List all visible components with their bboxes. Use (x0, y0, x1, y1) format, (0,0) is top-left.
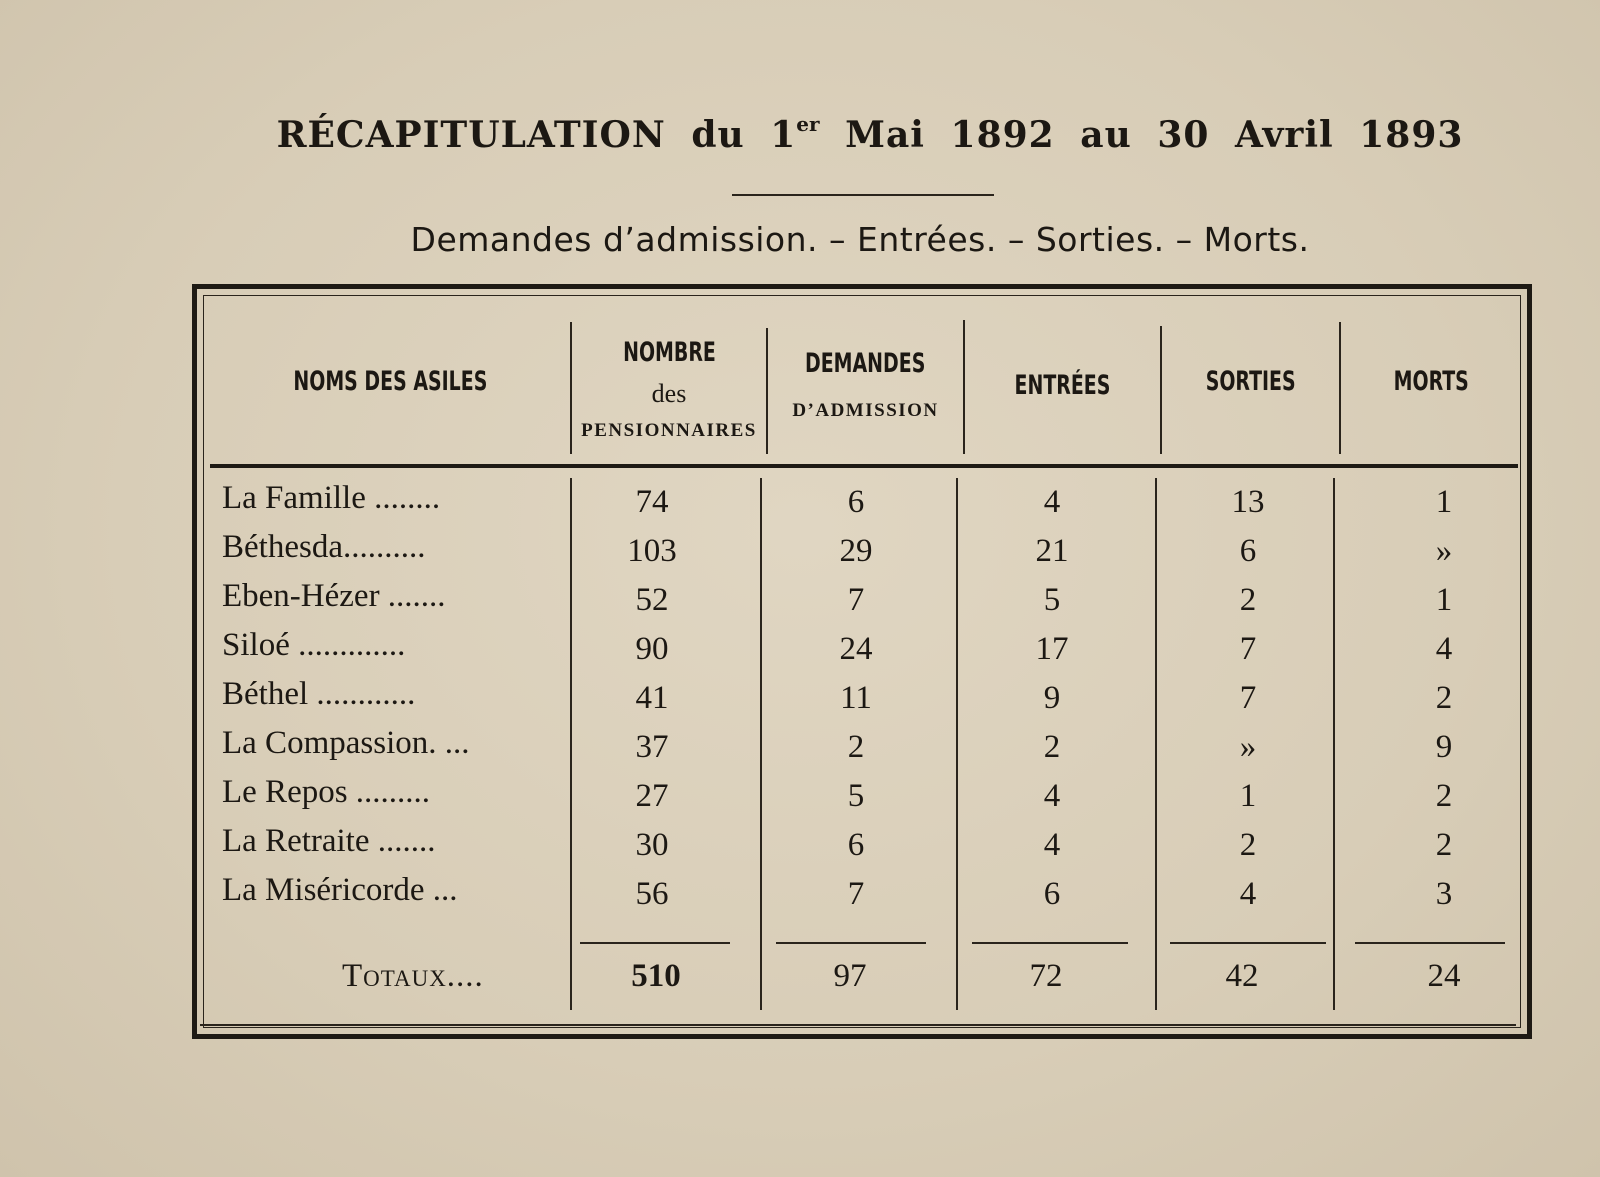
title-from-day: 1 (770, 114, 797, 156)
asile-name: La Retraite ....... (222, 823, 436, 859)
cell-demandes: 5 (847, 778, 865, 814)
totals-underline (972, 942, 1128, 944)
totals-morts: 24 (1427, 958, 1461, 994)
cell-demandes: 11 (840, 680, 872, 716)
title-to-word: au (1080, 114, 1132, 156)
cell-entrees: 17 (1035, 631, 1069, 667)
cell-morts: 9 (1435, 729, 1453, 765)
totals-pensionnaires: 510 (631, 958, 681, 994)
cell-entrees: 9 (1043, 680, 1061, 716)
cell-sorties: » (1239, 729, 1257, 765)
asile-name: La Famille ........ (222, 480, 441, 516)
header-separator (210, 464, 1518, 468)
header-morts-label: MORTS (1393, 366, 1469, 397)
table-row (0, 480, 1600, 528)
cell-sorties: 2 (1239, 582, 1257, 618)
table-row (0, 774, 1600, 822)
header-entrees-label: ENTRÉES (1014, 370, 1111, 401)
totals-underline (1170, 942, 1326, 944)
totals-label (342, 958, 484, 995)
cell-demandes: 6 (847, 827, 865, 863)
totals-underline (1355, 942, 1505, 944)
asile-name: Béthesda.......... (222, 529, 426, 565)
cell-pensionnaires: 56 (635, 876, 669, 912)
cell-entrees: 4 (1043, 827, 1061, 863)
cell-entrees: 2 (1043, 729, 1061, 765)
cell-pensionnaires: 41 (635, 680, 669, 716)
header-sorties (1162, 366, 1339, 397)
page-subtitle: Demandes d’admission. – Entrées. – Sorties. – Morts. (410, 220, 1310, 259)
cell-sorties: 13 (1231, 484, 1265, 520)
cell-sorties: 7 (1239, 631, 1257, 667)
totals-label-text: Totaux.... (342, 958, 484, 994)
header-pensionnaires-line2: des (651, 379, 687, 408)
cell-morts: 1 (1435, 582, 1453, 618)
cell-pensionnaires: 30 (635, 827, 669, 863)
table-row (0, 578, 1600, 626)
asile-name: La Miséricorde ... (222, 872, 458, 908)
table-row (0, 676, 1600, 724)
title-from-word: du (691, 114, 745, 156)
cell-sorties: 4 (1239, 876, 1257, 912)
cell-sorties: 2 (1239, 827, 1257, 863)
cell-entrees: 4 (1043, 778, 1061, 814)
totals-sorties: 42 (1225, 958, 1259, 994)
cell-morts: 1 (1435, 484, 1453, 520)
cell-pensionnaires: 27 (635, 778, 669, 814)
table-row (0, 627, 1600, 675)
header-demandes-line2: D’ADMISSION (792, 400, 939, 421)
header-demandes (768, 342, 963, 433)
title-divider (732, 194, 994, 196)
cell-demandes: 6 (847, 484, 865, 520)
cell-entrees: 21 (1035, 533, 1069, 569)
header-pensionnaires-line1: NOMBRE (622, 337, 716, 368)
header-name (220, 366, 560, 397)
header-pensionnaires-line3: PENSIONNAIRES (581, 420, 757, 441)
asile-name: Siloé ............. (222, 627, 406, 663)
asile-name: La Compassion. ... (222, 725, 470, 761)
cell-demandes: 29 (839, 533, 873, 569)
title-to-day: 30 (1157, 114, 1210, 156)
table-row (0, 823, 1600, 871)
table-bottom-rule (200, 1024, 1516, 1026)
title-prefix: RÉCAPITULATION (276, 114, 666, 156)
title-to-year: 1893 (1359, 114, 1464, 156)
page-title (0, 112, 1600, 156)
cell-pensionnaires: 103 (627, 533, 677, 569)
cell-sorties: 6 (1239, 533, 1257, 569)
totals-entrees: 72 (1029, 958, 1063, 994)
totals-underline (776, 942, 926, 944)
cell-entrees: 5 (1043, 582, 1061, 618)
title-from-date (770, 114, 819, 156)
table-row (0, 725, 1600, 773)
title-from-month: Mai (845, 114, 925, 156)
header-demandes-line1: DEMANDES (805, 348, 926, 379)
cell-morts: » (1435, 533, 1453, 569)
table-row (0, 872, 1600, 920)
title-from-day-sup: er (796, 112, 820, 136)
cell-pensionnaires: 90 (635, 631, 669, 667)
cell-morts: 2 (1435, 680, 1453, 716)
cell-demandes: 7 (847, 582, 865, 618)
cell-morts: 3 (1435, 876, 1453, 912)
title-from-year: 1892 (950, 114, 1055, 156)
table-row (0, 529, 1600, 577)
asile-name: Le Repos ......... (222, 774, 431, 810)
header-entrees (965, 370, 1160, 401)
header-name-label: NOMS DES ASILES (292, 366, 488, 397)
cell-morts: 2 (1435, 827, 1453, 863)
totals-underline (580, 942, 730, 944)
cell-pensionnaires: 52 (635, 582, 669, 618)
cell-sorties: 1 (1239, 778, 1257, 814)
header-morts (1341, 366, 1521, 397)
asile-name: Eben-Hézer ....... (222, 578, 446, 614)
cell-pensionnaires: 74 (635, 484, 669, 520)
cell-morts: 4 (1435, 631, 1453, 667)
header-sorties-label: SORTIES (1205, 366, 1296, 397)
cell-pensionnaires: 37 (635, 729, 669, 765)
cell-demandes: 7 (847, 876, 865, 912)
cell-morts: 2 (1435, 778, 1453, 814)
cell-sorties: 7 (1239, 680, 1257, 716)
cell-entrees: 4 (1043, 484, 1061, 520)
header-pensionnaires (572, 334, 766, 446)
cell-entrees: 6 (1043, 876, 1061, 912)
asile-name: Béthel ............ (222, 676, 416, 712)
cell-demandes: 2 (847, 729, 865, 765)
title-to-month: Avril (1234, 114, 1334, 156)
totals-demandes: 97 (833, 958, 867, 994)
cell-demandes: 24 (839, 631, 873, 667)
